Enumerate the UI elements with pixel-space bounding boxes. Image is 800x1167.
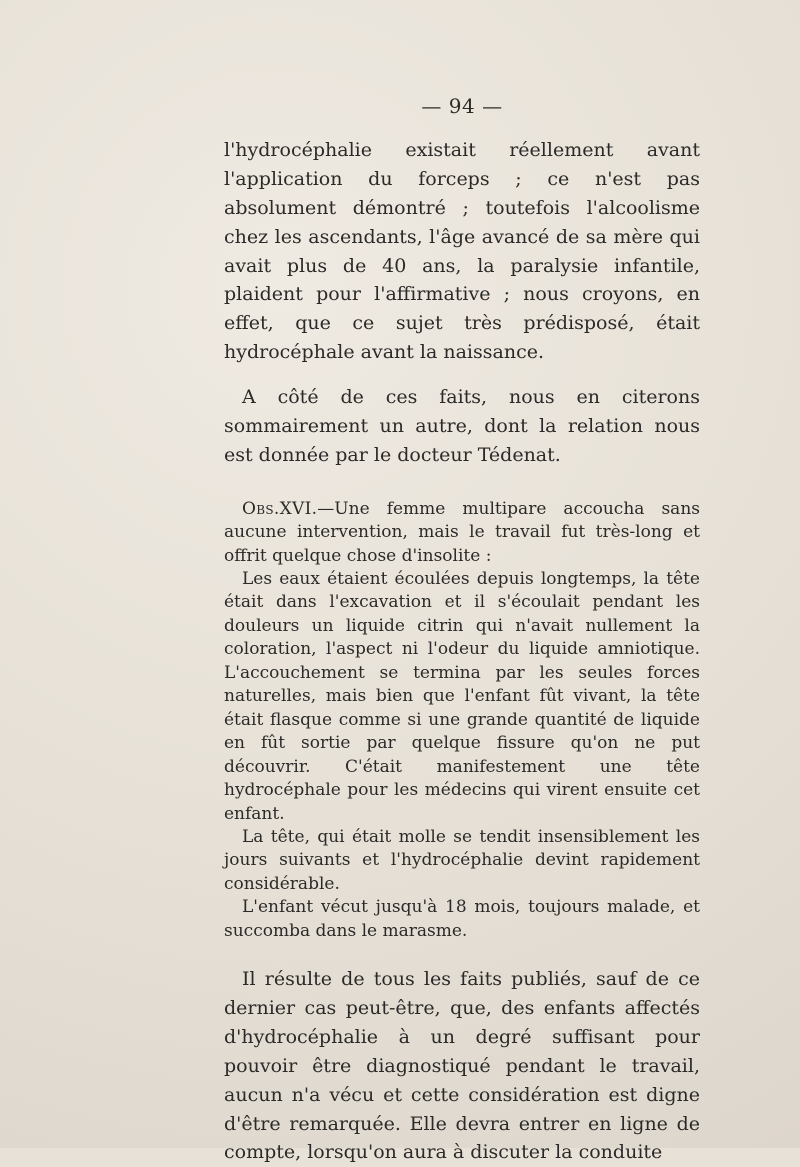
observation-label: Obs. (242, 498, 280, 519)
observation-paragraph-1: Les eaux étaient écoulées depuis longtemps, la tête était dans l'excavation et il s'écoulait pendant les douleurs un liquide citrin qui n'avait nullement la coloration, l'aspect ni l'odeur du liquide amniotique. L'accouchement se termina par les seules forces naturelles, mais bien que l'enfant fût vivant, la tête était flasque comme si une grande quantité de liquide en fût sortie par quelque fissure qu'on ne put découvrir. C'était manifestement une tête hydrocéphale pour les médecins qui virent ensuite cet enfant. (224, 568, 700, 824)
observation-paragraph-3: L'enfant vécut jusqu'à 18 mois, toujours malade, et succomba dans le marasme. (224, 897, 700, 941)
observation-intro: —Une femme multipare accoucha sans aucune intervention, mais le travail fut très-long et offrit quelque chose d'insolite : (224, 498, 700, 566)
spacer (224, 943, 700, 965)
spacer (224, 470, 700, 498)
paragraph-tedenat: A côté de ces faits, nous en citerons sommairement un autre, dont la relation nous est donnée par le docteur Tédenat. (224, 386, 700, 466)
observation-heading (224, 498, 700, 568)
spacer (224, 367, 700, 383)
page-number: — 94 — (421, 94, 503, 118)
text-block (224, 94, 700, 1167)
observation-number: XVI. (279, 498, 318, 519)
paragraph-hydrocephalie: l'hydrocéphalie existait réellement avant l'application du forceps ; ce n'est pas absolument démontré ; toutefois l'alcoolisme chez les ascendants, l'âge avancé de sa mère qui avait plus de 40 ans, la paralysie infantile, plaident pour l'affirmative ; nous croyons, en effet, que ce sujet très prédisposé, était hydrocéphale avant la naissance. (224, 139, 700, 364)
observation-paragraph-2: La tête, qui était molle se tendit insensiblement les jours suivants et l'hydrocéphalie devint rapidement considérable. (224, 826, 700, 894)
conclusion-paragraph: Il résulte de tous les faits publiés, sauf de ce dernier cas peut-être, que, des enfants affectés d'hydrocéphalie à un degré suffisant pour pouvoir être diagnostiqué pendant le travail, aucun n'a vécu et cette considération est digne d'être remarquée. Elle devra entrer en ligne de compte, lorsqu'on aura à discuter la conduite (224, 968, 700, 1164)
